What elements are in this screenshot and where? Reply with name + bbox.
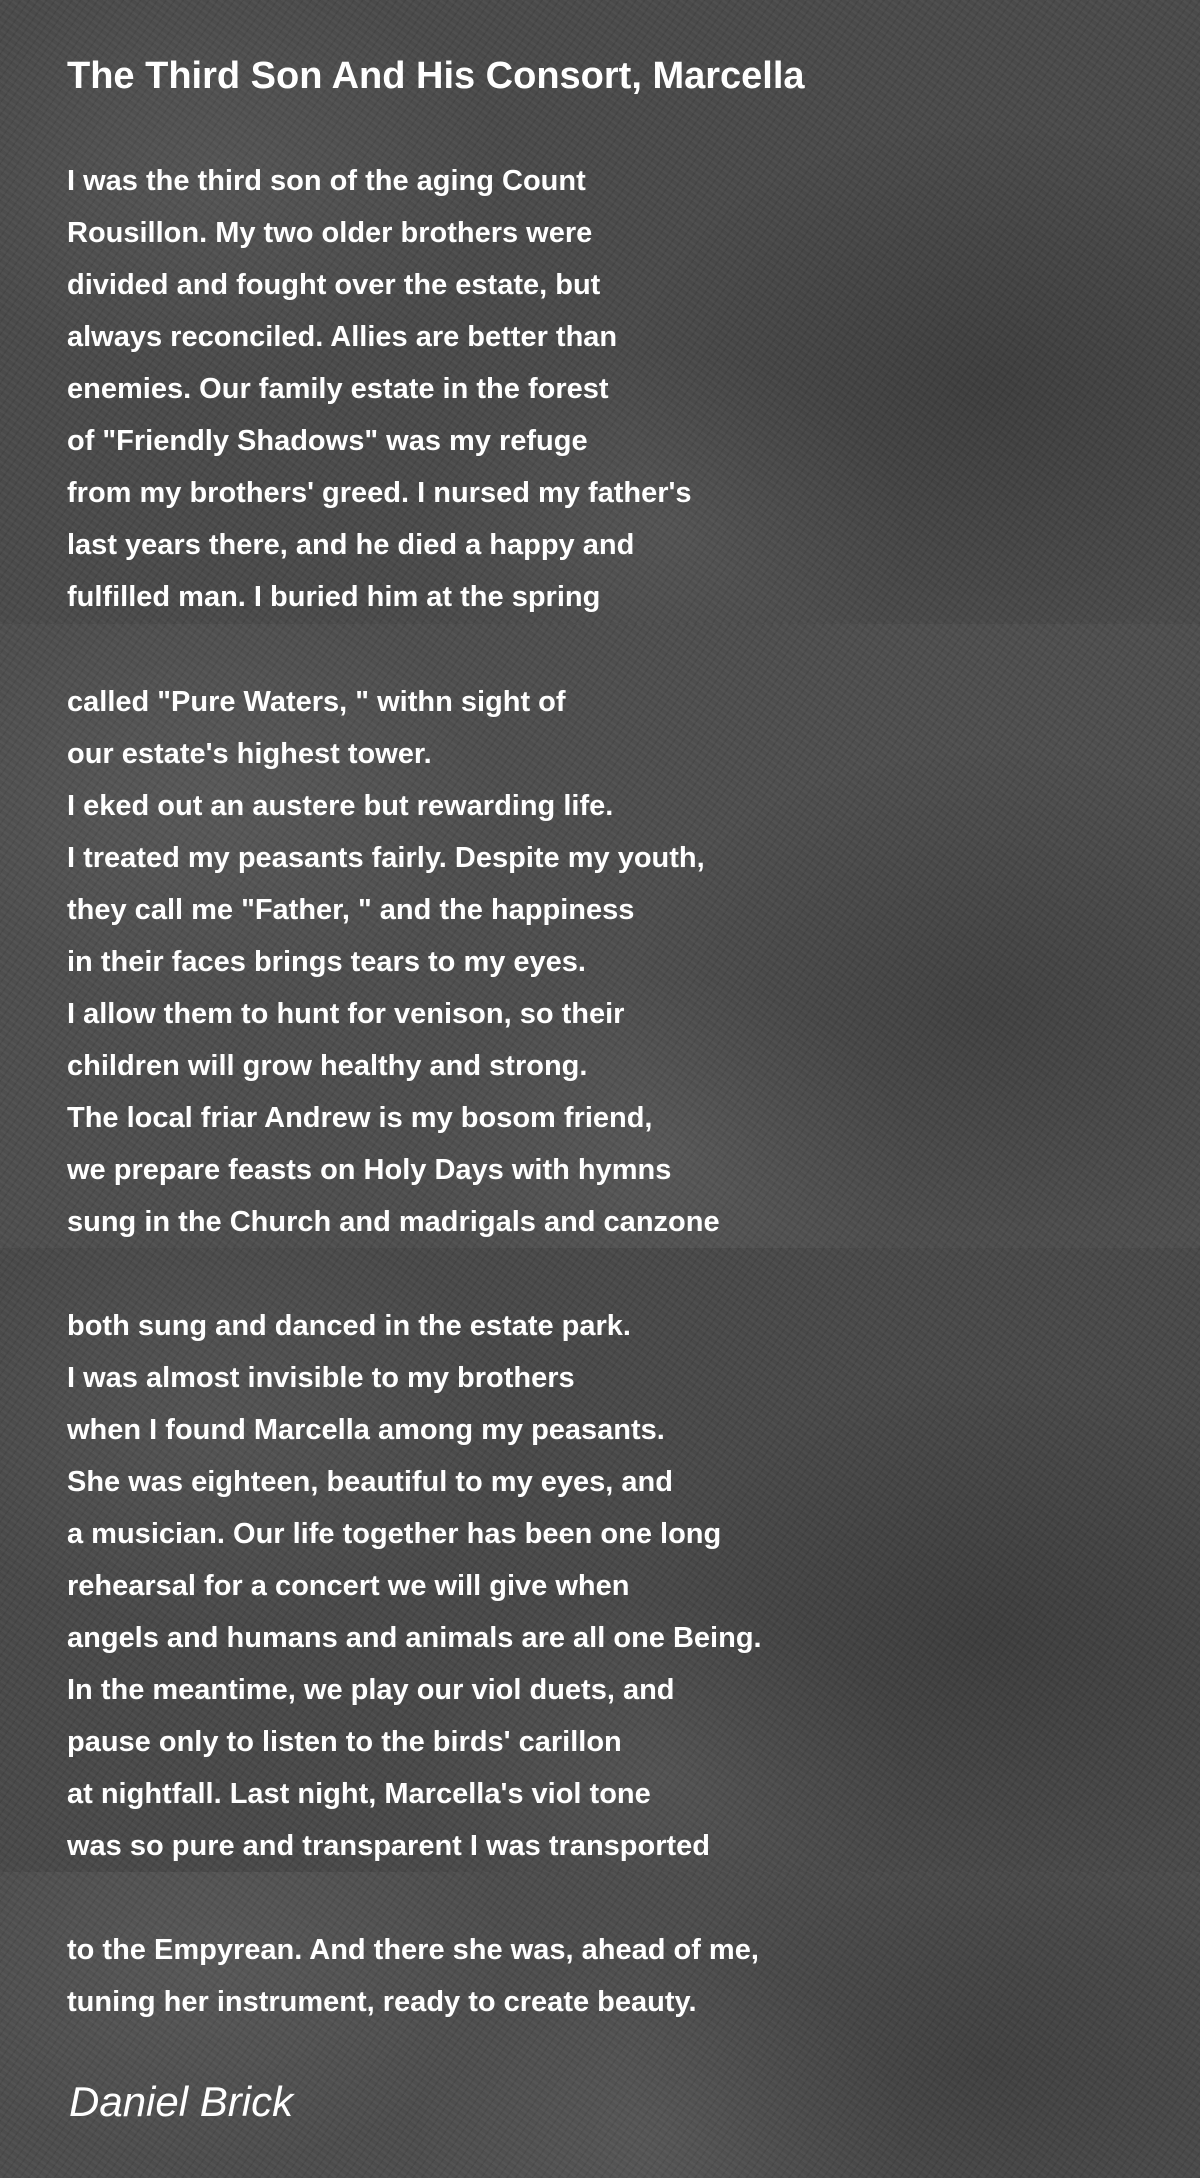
poem-line: from my brothers' greed. I nursed my father's — [67, 477, 692, 509]
poem-line: pause only to listen to the birds' carillon — [67, 1726, 622, 1758]
poem-line: was so pure and transparent I was transported — [67, 1830, 710, 1862]
poem-line: to the Empyrean. And there she was, ahead of me, — [67, 1934, 759, 1966]
poem-line: sung in the Church and madrigals and canzone — [67, 1206, 720, 1238]
poem-line: of "Friendly Shadows" was my refuge — [67, 425, 588, 457]
poem-line: when I found Marcella among my peasants. — [67, 1414, 665, 1446]
poem-line: I allow them to hunt for venison, so their — [67, 998, 625, 1030]
poem-line: rehearsal for a concert we will give when — [67, 1570, 630, 1602]
poem-line: The local friar Andrew is my bosom friend, — [67, 1102, 653, 1134]
poem-line: I eked out an austere but rewarding life. — [67, 790, 614, 822]
poem-line: called "Pure Waters, " withn sight of — [67, 686, 566, 718]
poem-line: our estate's highest tower. — [67, 738, 432, 770]
poem-line: Rousillon. My two older brothers were — [67, 217, 593, 249]
poem-line: enemies. Our family estate in the forest — [67, 373, 609, 405]
poem-line: I treated my peasants fairly. Despite my youth, — [67, 842, 705, 874]
poem-line: In the meantime, we play our viol duets, and — [67, 1674, 675, 1706]
poem-line: last years there, and he died a happy and — [67, 529, 635, 561]
poem-line: we prepare feasts on Holy Days with hymns — [67, 1154, 672, 1186]
poem-line: divided and fought over the estate, but — [67, 269, 601, 301]
poem-title: The Third Son And His Consort, Marcella — [67, 55, 805, 97]
poem-line: they call me "Father, " and the happiness — [67, 894, 635, 926]
poem-author: Daniel Brick — [69, 2078, 294, 2125]
poem-line: in their faces brings tears to my eyes. — [67, 946, 586, 978]
poem-line: I was the third son of the aging Count — [67, 165, 586, 197]
poem-line: always reconciled. Allies are better than — [67, 321, 618, 353]
poem-stanza — [67, 155, 692, 623]
poem-stanza — [67, 1924, 759, 2028]
poem-line: a musician. Our life together has been one long — [67, 1518, 722, 1550]
poem-line: fulfilled man. I buried him at the spring — [67, 581, 601, 613]
poem-line: tuning her instrument, ready to create beauty. — [67, 1986, 697, 2018]
poem-stanza — [67, 676, 720, 1248]
poem-line: at nightfall. Last night, Marcella's viol tone — [67, 1778, 651, 1810]
poem-line: angels and humans and animals are all one Being. — [67, 1622, 762, 1654]
poem-line: She was eighteen, beautiful to my eyes, and — [67, 1466, 673, 1498]
poem-line: children will grow healthy and strong. — [67, 1050, 588, 1082]
poem-stanza — [67, 1300, 762, 1872]
poem-line: I was almost invisible to my brothers — [67, 1362, 575, 1394]
poem-line: both sung and danced in the estate park. — [67, 1310, 631, 1342]
